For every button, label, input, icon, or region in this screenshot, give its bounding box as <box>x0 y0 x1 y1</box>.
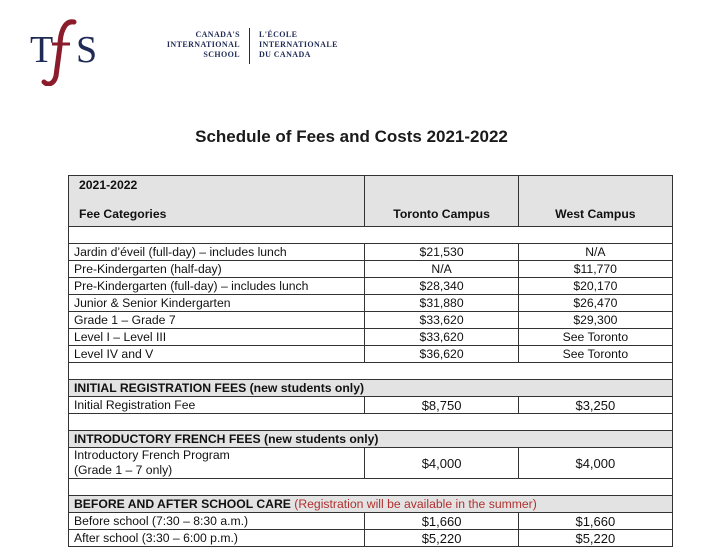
document-title: Schedule of Fees and Costs 2021-2022 <box>195 127 508 146</box>
section-french-fees: INTRODUCTORY FRENCH FEES (new students only) <box>69 431 673 448</box>
table-row <box>69 448 673 479</box>
section-registration-fees: INITIAL REGISTRATION FEES (new students only) <box>69 380 673 397</box>
row-label: Junior & Senior Kindergarten <box>69 295 365 312</box>
section-row <box>69 380 673 397</box>
row-label: Pre-Kindergarten (half-day) <box>69 261 365 278</box>
row-toronto-value: $33,620 <box>365 312 518 329</box>
row-toronto-value: $8,750 <box>365 397 518 414</box>
row-west-value: $4,000 <box>518 448 672 479</box>
table-row <box>69 295 673 312</box>
row-label-line: (Grade 1 – 7 only) <box>74 463 173 477</box>
row-west-value: $20,170 <box>518 278 672 295</box>
header-year: 2021-2022 <box>79 178 138 192</box>
table-row <box>69 397 673 414</box>
table-row <box>69 312 673 329</box>
row-toronto-value: $31,880 <box>365 295 518 312</box>
row-toronto-value: $1,660 <box>365 513 518 530</box>
row-label: After school (3:30 – 6:00 p.m.) <box>69 530 365 547</box>
row-toronto-value: N/A <box>365 261 518 278</box>
row-west-value: $26,470 <box>518 295 672 312</box>
section-row <box>69 431 673 448</box>
section-row <box>69 496 673 513</box>
row-toronto-value: $36,620 <box>365 346 518 363</box>
header-toronto-cell <box>365 176 518 227</box>
row-label: Jardin d’éveil (full-day) – includes lunch <box>69 244 365 261</box>
row-label <box>69 448 365 479</box>
table-row <box>69 346 673 363</box>
row-label: Initial Registration Fee <box>69 397 365 414</box>
row-west-value: N/A <box>518 244 672 261</box>
row-west-value: $29,300 <box>518 312 672 329</box>
row-label: Grade 1 – Grade 7 <box>69 312 365 329</box>
table-row <box>69 261 673 278</box>
logo-tagline-en: CANADA'S INTERNATIONAL SCHOOL <box>166 30 240 59</box>
header-fee-categories: Fee Categories <box>79 207 167 221</box>
spacer-row <box>69 414 673 431</box>
row-toronto-value: $33,620 <box>365 329 518 346</box>
header-category-cell <box>69 176 365 227</box>
header-west-campus: West Campus <box>555 207 636 221</box>
header-toronto-campus: Toronto Campus <box>393 207 490 221</box>
row-west-value: $5,220 <box>518 530 672 547</box>
spacer-row <box>69 363 673 380</box>
row-label-line: Introductory French Program <box>74 448 230 462</box>
spacer-row <box>69 227 673 244</box>
header-west-cell <box>518 176 672 227</box>
row-toronto-value: $4,000 <box>365 448 518 479</box>
section-note: (Registration will be available in the summer) <box>294 496 537 511</box>
spacer-row <box>69 479 673 496</box>
logo-letter-t: T <box>30 29 54 71</box>
row-west-value: $3,250 <box>518 397 672 414</box>
row-label: Pre-Kindergarten (full-day) – includes lunch <box>69 278 365 295</box>
row-label: Level IV and V <box>69 346 365 363</box>
logo-divider <box>249 28 250 64</box>
fees-table <box>68 175 673 547</box>
row-west-value: See Toronto <box>518 346 672 363</box>
table-row <box>69 244 673 261</box>
tfs-logo-mark <box>30 14 120 86</box>
row-toronto-value: $28,340 <box>365 278 518 295</box>
logo-letter-s: S <box>76 29 98 71</box>
table-row <box>69 530 673 547</box>
row-toronto-value: $5,220 <box>365 530 518 547</box>
table-row <box>69 329 673 346</box>
section-school-care <box>69 496 673 513</box>
row-west-value: See Toronto <box>518 329 672 346</box>
row-west-value: $1,660 <box>518 513 672 530</box>
table-header-row <box>69 176 673 227</box>
table-row <box>69 513 673 530</box>
section-title: BEFORE AND AFTER SCHOOL CARE <box>74 496 291 511</box>
row-label: Before school (7:30 – 8:30 a.m.) <box>69 513 365 530</box>
logo-tagline-fr: L'ÉCOLE INTERNATIONALE DU CANADA <box>259 30 338 59</box>
row-west-value: $11,770 <box>518 261 672 278</box>
row-toronto-value: $21,530 <box>365 244 518 261</box>
table-row <box>69 278 673 295</box>
row-label: Level I – Level III <box>69 329 365 346</box>
